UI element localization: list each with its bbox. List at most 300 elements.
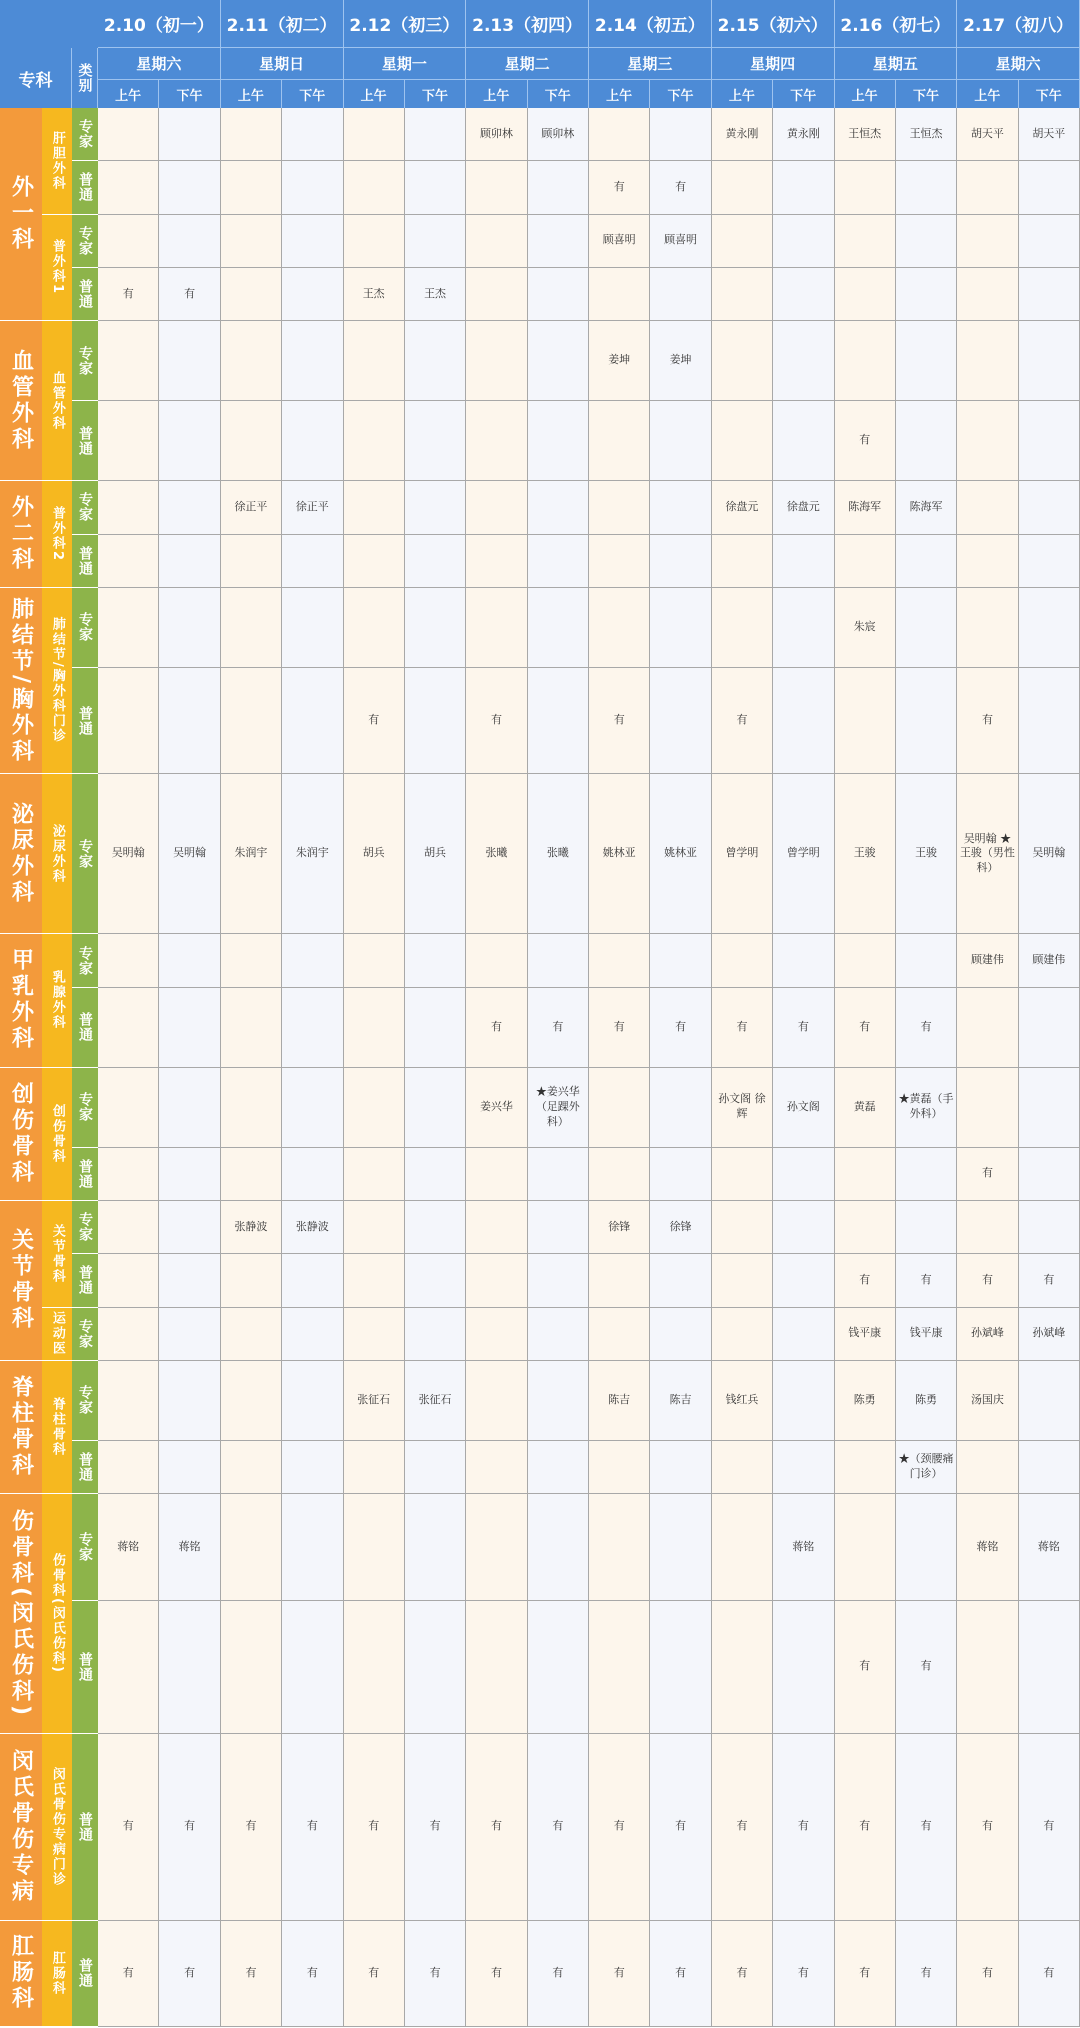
schedule-cell [650, 1068, 711, 1148]
schedule-cell [650, 1148, 711, 1201]
schedule-cell [344, 1148, 405, 1201]
schedule-cell: 陈勇 [896, 1361, 957, 1441]
schedule-cell: 蒋铭 [159, 1494, 220, 1601]
schedule-cell [528, 1148, 589, 1201]
subspecialty-cell: 伤骨科(闵氏伤科) [42, 1494, 72, 1734]
am-header: 上午 [98, 80, 159, 108]
weekday-header: 星期六 [98, 48, 221, 80]
schedule-cell [896, 934, 957, 987]
specialty-cell: 甲乳外科 [0, 934, 42, 1067]
type-cell: 专家 [72, 1494, 98, 1601]
schedule-cell [221, 401, 282, 481]
schedule-cell: 陈勇 [835, 1361, 896, 1441]
schedule-cell [773, 668, 834, 775]
type-cell: 专家 [72, 934, 98, 987]
schedule-cell [466, 588, 527, 668]
schedule-cell [957, 988, 1018, 1068]
schedule-cell: 徐锋 [650, 1201, 711, 1254]
schedule-cell [98, 588, 159, 668]
schedule-cell: 有 [98, 268, 159, 321]
type-cell: 普通 [72, 1148, 98, 1201]
type-cell: 普通 [72, 161, 98, 214]
schedule-cell [159, 215, 220, 268]
schedule-cell [773, 161, 834, 214]
schedule-cell: 有 [835, 1734, 896, 1921]
subspecialty-cell: 闵氏骨伤专病门诊 [42, 1734, 72, 1921]
schedule-cell [896, 321, 957, 401]
type-cell: 专家 [72, 108, 98, 161]
schedule-cell [1019, 1361, 1080, 1441]
schedule-cell [896, 401, 957, 481]
schedule-cell: 王骏 [835, 774, 896, 934]
schedule-cell [282, 161, 343, 214]
schedule-cell [650, 588, 711, 668]
type-cell: 专家 [72, 588, 98, 668]
schedule-cell [344, 1308, 405, 1361]
schedule-cell: 有 [405, 1921, 466, 2028]
schedule-cell: 徐盘元 [773, 481, 834, 534]
schedule-cell [221, 588, 282, 668]
subspecialty-cell: 创伤骨科 [42, 1068, 72, 1201]
am-header: 上午 [221, 80, 282, 108]
schedule-cell: 有 [835, 1601, 896, 1734]
schedule-cell: 有 [773, 1734, 834, 1921]
schedule-cell [221, 1494, 282, 1601]
schedule-cell [221, 934, 282, 987]
schedule-cell: 胡天平 [1019, 108, 1080, 161]
schedule-cell [405, 321, 466, 401]
schedule-cell [159, 1201, 220, 1254]
subspecialty-cell: 普外科1 [42, 215, 72, 322]
schedule-cell: 陈海军 [835, 481, 896, 534]
am-header: 上午 [589, 80, 650, 108]
schedule-cell: 曾学明 [712, 774, 773, 934]
schedule-cell: 有 [835, 401, 896, 481]
schedule-cell: 有 [1019, 1734, 1080, 1921]
schedule-cell: 有 [650, 1734, 711, 1921]
schedule-cell [1019, 1601, 1080, 1734]
schedule-cell [221, 535, 282, 588]
schedule-cell [896, 268, 957, 321]
schedule-cell [405, 401, 466, 481]
schedule-cell [405, 1308, 466, 1361]
schedule-cell: 有 [957, 1148, 1018, 1201]
schedule-cell: 孙文阁 [773, 1068, 834, 1148]
schedule-cell [773, 1148, 834, 1201]
schedule-cell [712, 588, 773, 668]
schedule-cell [1019, 321, 1080, 401]
schedule-cell [405, 668, 466, 775]
weekday-header: 星期三 [589, 48, 712, 80]
date-header: 2.16（初七） [835, 0, 958, 48]
schedule-cell [98, 1068, 159, 1148]
schedule-cell: 有 [1019, 1921, 1080, 2028]
subspecialty-cell: 关节骨科 [42, 1201, 72, 1308]
schedule-cell [405, 934, 466, 987]
schedule-cell: 吴明翰 ★王骏（男性科） [957, 774, 1018, 934]
schedule-cell [159, 108, 220, 161]
subspecialty-cell: 普外科2 [42, 481, 72, 588]
schedule-cell [589, 108, 650, 161]
schedule-cell [589, 535, 650, 588]
schedule-cell [282, 1441, 343, 1494]
schedule-cell [1019, 1201, 1080, 1254]
schedule-cell [159, 1308, 220, 1361]
schedule-cell: 朱润宇 [221, 774, 282, 934]
am-header: 上午 [344, 80, 405, 108]
schedule-cell [221, 161, 282, 214]
schedule-cell [466, 161, 527, 214]
schedule-cell [98, 1148, 159, 1201]
schedule-cell: 有 [650, 1921, 711, 2028]
schedule-cell [957, 1201, 1018, 1254]
schedule-cell: 蒋铭 [773, 1494, 834, 1601]
schedule-cell [466, 1601, 527, 1734]
schedule-cell [466, 1148, 527, 1201]
schedule-cell [835, 268, 896, 321]
schedule-cell [221, 1601, 282, 1734]
am-header: 上午 [712, 80, 773, 108]
schedule-cell: 胡兵 [344, 774, 405, 934]
schedule-cell [344, 1601, 405, 1734]
type-cell: 普通 [72, 1601, 98, 1734]
pm-header: 下午 [896, 80, 957, 108]
schedule-cell [528, 321, 589, 401]
schedule-cell [957, 1068, 1018, 1148]
schedule-cell [221, 108, 282, 161]
subspecialty-cell: 肺结节/胸外科门诊 [42, 588, 72, 775]
type-cell: 专家 [72, 321, 98, 401]
schedule-cell: 有 [282, 1734, 343, 1921]
schedule-cell [835, 321, 896, 401]
schedule-cell [1019, 988, 1080, 1068]
schedule-cell [159, 1441, 220, 1494]
schedule-cell [98, 1361, 159, 1441]
schedule-cell: ★姜兴华（足踝外科） [528, 1068, 589, 1148]
weekday-header: 星期二 [466, 48, 589, 80]
schedule-cell: 有 [528, 1734, 589, 1921]
schedule-cell [282, 268, 343, 321]
schedule-cell [528, 1308, 589, 1361]
schedule-cell [466, 1308, 527, 1361]
schedule-cell: 有 [405, 1734, 466, 1921]
schedule-cell [773, 535, 834, 588]
schedule-cell [466, 215, 527, 268]
type-cell: 普通 [72, 268, 98, 321]
schedule-cell [773, 934, 834, 987]
schedule-cell: 有 [221, 1734, 282, 1921]
schedule-cell: 有 [282, 1921, 343, 2028]
schedule-cell: 有 [896, 1601, 957, 1734]
date-header: 2.13（初四） [466, 0, 589, 48]
schedule-cell [957, 1441, 1018, 1494]
date-header: 2.15（初六） [712, 0, 835, 48]
schedule-cell: 有 [773, 988, 834, 1068]
schedule-cell [528, 1494, 589, 1601]
schedule-cell [650, 481, 711, 534]
schedule-cell: 王恒杰 [835, 108, 896, 161]
schedule-cell: 有 [344, 668, 405, 775]
schedule-cell [221, 1361, 282, 1441]
schedule-cell: 徐锋 [589, 1201, 650, 1254]
schedule-cell [98, 1201, 159, 1254]
schedule-cell [282, 1601, 343, 1734]
schedule-cell: 有 [957, 668, 1018, 775]
schedule-cell: 钱平康 [835, 1308, 896, 1361]
schedule-cell: 有 [159, 1734, 220, 1921]
schedule-cell [98, 535, 159, 588]
schedule-cell: 王杰 [344, 268, 405, 321]
schedule-cell: 有 [589, 161, 650, 214]
schedule-cell [1019, 1148, 1080, 1201]
schedule-cell [1019, 481, 1080, 534]
schedule-cell [282, 1254, 343, 1307]
specialty-cell: 关节骨科 [0, 1201, 42, 1361]
schedule-cell [650, 668, 711, 775]
schedule-cell [835, 1201, 896, 1254]
schedule-cell: 有 [466, 668, 527, 775]
schedule-cell: 吴明翰 [159, 774, 220, 934]
schedule-cell [221, 215, 282, 268]
schedule-cell [1019, 1068, 1080, 1148]
schedule-cell [957, 401, 1018, 481]
schedule-cell [528, 215, 589, 268]
schedule-cell: 有 [589, 988, 650, 1068]
specialty-cell: 肛肠科 [0, 1921, 42, 2028]
subspecialty-cell: 血管外科 [42, 321, 72, 481]
schedule-cell [159, 321, 220, 401]
schedule-cell [773, 1308, 834, 1361]
schedule-cell [712, 268, 773, 321]
schedule-cell: 有 [528, 988, 589, 1068]
subspecialty-cell: 运动医 [42, 1308, 72, 1361]
am-header: 上午 [957, 80, 1018, 108]
schedule-cell [466, 934, 527, 987]
schedule-cell: 钱平康 [896, 1308, 957, 1361]
schedule-cell [405, 988, 466, 1068]
schedule-cell: 顾卯林 [528, 108, 589, 161]
schedule-cell [835, 1441, 896, 1494]
schedule-cell: ★黄磊（手外科） [896, 1068, 957, 1148]
schedule-cell [282, 934, 343, 987]
type-cell: 普通 [72, 1734, 98, 1921]
schedule-cell [773, 1601, 834, 1734]
schedule-cell [221, 1441, 282, 1494]
schedule-cell [98, 1308, 159, 1361]
schedule-cell: 姚林亚 [650, 774, 711, 934]
schedule-cell: 有 [957, 1734, 1018, 1921]
schedule-cell [344, 1201, 405, 1254]
schedule-cell [466, 268, 527, 321]
schedule-cell: 有 [159, 1921, 220, 2028]
weekday-header: 星期五 [835, 48, 958, 80]
schedule-cell [159, 1361, 220, 1441]
schedule-cell: 吴明翰 [1019, 774, 1080, 934]
schedule-cell [98, 481, 159, 534]
schedule-cell [589, 1441, 650, 1494]
schedule-cell [528, 535, 589, 588]
schedule-cell [528, 934, 589, 987]
pm-header: 下午 [773, 80, 834, 108]
schedule-cell: 王杰 [405, 268, 466, 321]
specialty-cell: 伤骨科(闵氏伤科) [0, 1494, 42, 1734]
am-header: 上午 [466, 80, 527, 108]
schedule-cell [650, 268, 711, 321]
schedule-cell: 姜坤 [650, 321, 711, 401]
schedule-cell [528, 268, 589, 321]
schedule-cell: 姚林亚 [589, 774, 650, 934]
schedule-cell [957, 1601, 1018, 1734]
schedule-cell: 有 [589, 1921, 650, 2028]
schedule-cell [712, 934, 773, 987]
schedule-cell [344, 481, 405, 534]
schedule-cell: 朱宸 [835, 588, 896, 668]
schedule-cell [712, 1601, 773, 1734]
schedule-cell [159, 401, 220, 481]
schedule-cell: 张静波 [221, 1201, 282, 1254]
schedule-cell [159, 535, 220, 588]
schedule-cell: 张静波 [282, 1201, 343, 1254]
date-header: 2.17（初八） [957, 0, 1080, 48]
schedule-cell [896, 535, 957, 588]
schedule-cell [589, 1601, 650, 1734]
schedule-cell [221, 668, 282, 775]
schedule-cell [159, 1148, 220, 1201]
schedule-cell [405, 588, 466, 668]
schedule-cell [221, 1308, 282, 1361]
schedule-cell [528, 1441, 589, 1494]
schedule-cell: 顾卯林 [466, 108, 527, 161]
schedule-cell [1019, 161, 1080, 214]
schedule-cell [712, 161, 773, 214]
schedule-cell [896, 668, 957, 775]
date-header: 2.12（初三） [344, 0, 467, 48]
schedule-cell [282, 215, 343, 268]
schedule-cell [405, 215, 466, 268]
schedule-cell [712, 1254, 773, 1307]
schedule-cell: 有 [957, 1921, 1018, 2028]
schedule-cell [589, 1308, 650, 1361]
schedule-cell: 有 [712, 668, 773, 775]
schedule-cell [466, 481, 527, 534]
date-header: 2.14（初五） [589, 0, 712, 48]
specialty-cell: 泌尿外科 [0, 774, 42, 934]
schedule-cell: 有 [466, 1921, 527, 2028]
schedule-cell [589, 1494, 650, 1601]
schedule-cell: 陈吉 [589, 1361, 650, 1441]
schedule-cell: 王骏 [896, 774, 957, 934]
schedule-cell [221, 1254, 282, 1307]
schedule-cell [282, 1361, 343, 1441]
schedule-cell [773, 268, 834, 321]
schedule-cell: 顾建伟 [1019, 934, 1080, 987]
schedule-cell [98, 108, 159, 161]
schedule-cell [650, 1601, 711, 1734]
type-cell: 专家 [72, 1308, 98, 1361]
pm-header: 下午 [1019, 80, 1080, 108]
schedule-cell: 有 [835, 988, 896, 1068]
schedule-cell [896, 215, 957, 268]
schedule-cell [159, 1068, 220, 1148]
schedule-cell: 蒋铭 [98, 1494, 159, 1601]
schedule-cell [466, 1254, 527, 1307]
schedule-cell [344, 321, 405, 401]
schedule-cell [405, 1441, 466, 1494]
schedule-cell: 有 [1019, 1254, 1080, 1307]
schedule-cell: 张征石 [405, 1361, 466, 1441]
schedule-cell: 有 [896, 1734, 957, 1921]
schedule-cell [712, 215, 773, 268]
schedule-cell: 黄永刚 [712, 108, 773, 161]
schedule-cell [957, 588, 1018, 668]
schedule-cell [466, 1441, 527, 1494]
schedule-cell: 有 [712, 988, 773, 1068]
schedule-cell [466, 535, 527, 588]
specialty-cell: 闵氏骨伤专病 [0, 1734, 42, 1921]
schedule-cell: 有 [712, 1921, 773, 2028]
schedule-cell: 顾喜明 [650, 215, 711, 268]
schedule-cell [466, 1361, 527, 1441]
schedule-cell [1019, 268, 1080, 321]
schedule-cell [835, 161, 896, 214]
schedule-cell [344, 535, 405, 588]
schedule-cell [528, 1201, 589, 1254]
schedule-cell: 孙斌峰 [957, 1308, 1018, 1361]
schedule-cell: 张曦 [466, 774, 527, 934]
type-cell: 专家 [72, 1361, 98, 1441]
schedule-cell [405, 108, 466, 161]
schedule-cell [344, 1494, 405, 1601]
schedule-cell [98, 161, 159, 214]
pm-header: 下午 [528, 80, 589, 108]
weekday-header: 星期日 [221, 48, 344, 80]
schedule-cell [159, 934, 220, 987]
schedule-cell [650, 1308, 711, 1361]
schedule-cell [528, 1361, 589, 1441]
schedule-cell [773, 1361, 834, 1441]
schedule-cell [282, 1068, 343, 1148]
schedule-cell [344, 1068, 405, 1148]
schedule-cell [589, 481, 650, 534]
schedule-cell: 胡天平 [957, 108, 1018, 161]
type-cell: 专家 [72, 1068, 98, 1148]
schedule-cell [650, 401, 711, 481]
schedule-cell: 有 [98, 1734, 159, 1921]
schedule-cell [773, 321, 834, 401]
specialty-cell: 创伤骨科 [0, 1068, 42, 1201]
schedule-cell [896, 1148, 957, 1201]
specialty-cell: 脊柱骨科 [0, 1361, 42, 1494]
subspecialty-cell: 泌尿外科 [42, 774, 72, 934]
schedule-cell [835, 668, 896, 775]
schedule-cell [282, 321, 343, 401]
pm-header: 下午 [405, 80, 466, 108]
schedule-cell [221, 1068, 282, 1148]
schedule-cell [221, 268, 282, 321]
schedule-cell [98, 668, 159, 775]
schedule-cell [282, 988, 343, 1068]
schedule-cell [1019, 1441, 1080, 1494]
schedule-cell: 有 [896, 988, 957, 1068]
schedule-cell [712, 1441, 773, 1494]
schedule-cell [896, 1494, 957, 1601]
type-cell: 普通 [72, 401, 98, 481]
weekday-header: 星期六 [957, 48, 1080, 80]
schedule-cell: 陈海军 [896, 481, 957, 534]
schedule-cell [528, 1601, 589, 1734]
schedule-cell: 胡兵 [405, 774, 466, 934]
schedule-cell [835, 1494, 896, 1601]
